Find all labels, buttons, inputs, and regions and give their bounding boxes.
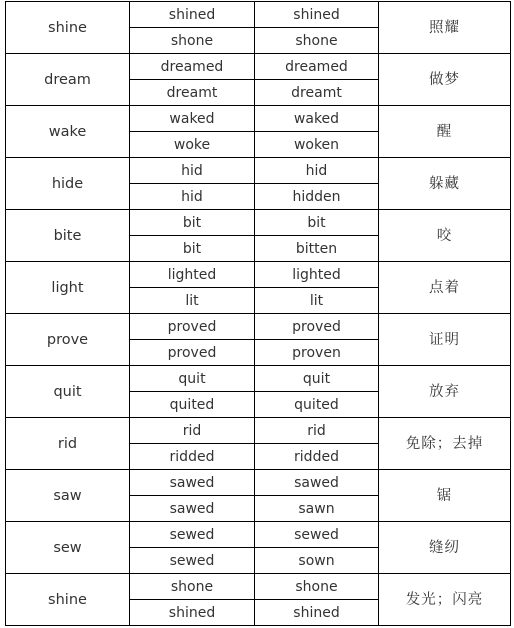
verb-meaning: 发光；闪亮 <box>379 574 511 626</box>
table-row <box>6 574 511 600</box>
verb-base-form: rid <box>6 418 130 470</box>
verb-past-tense: quit <box>130 366 255 392</box>
verb-past-tense: shone <box>130 574 255 600</box>
verb-past-participle: dreamed <box>255 54 379 80</box>
verb-past-tense: woke <box>130 132 255 158</box>
verb-past-tense: lit <box>130 288 255 314</box>
verb-past-participle: bit <box>255 210 379 236</box>
verb-past-participle: sown <box>255 548 379 574</box>
verb-meaning: 点着 <box>379 262 511 314</box>
verb-meaning: 做梦 <box>379 54 511 106</box>
verb-meaning: 咬 <box>379 210 511 262</box>
verb-meaning: 缝纫 <box>379 522 511 574</box>
verb-past-participle: rid <box>255 418 379 444</box>
table-row <box>6 418 511 444</box>
verb-past-tense: shined <box>130 600 255 626</box>
verb-past-participle: dreamt <box>255 80 379 106</box>
verb-base-form: prove <box>6 314 130 366</box>
verb-past-participle: shined <box>255 600 379 626</box>
verb-past-tense: bit <box>130 210 255 236</box>
table-row <box>6 522 511 548</box>
verb-base-form: light <box>6 262 130 314</box>
verb-past-participle: lighted <box>255 262 379 288</box>
verb-meaning: 锯 <box>379 470 511 522</box>
table-row <box>6 366 511 392</box>
verb-past-participle: ridded <box>255 444 379 470</box>
table-row <box>6 2 511 28</box>
verb-past-tense: sewed <box>130 522 255 548</box>
verb-past-tense: hid <box>130 158 255 184</box>
verb-past-participle: sawed <box>255 470 379 496</box>
table-row <box>6 470 511 496</box>
verb-past-tense: shone <box>130 28 255 54</box>
verb-past-participle: proven <box>255 340 379 366</box>
verb-past-participle: woken <box>255 132 379 158</box>
verb-meaning: 照耀 <box>379 2 511 54</box>
verb-past-participle: shone <box>255 28 379 54</box>
verb-base-form: dream <box>6 54 130 106</box>
table-row <box>6 314 511 340</box>
verb-base-form: shine <box>6 2 130 54</box>
verb-past-tense: dreamt <box>130 80 255 106</box>
verb-past-tense: sawed <box>130 470 255 496</box>
verb-past-tense: sawed <box>130 496 255 522</box>
verb-past-tense: hid <box>130 184 255 210</box>
verb-past-tense: ridded <box>130 444 255 470</box>
table-row <box>6 210 511 236</box>
verb-base-form: bite <box>6 210 130 262</box>
verb-meaning: 免除；去掉 <box>379 418 511 470</box>
verb-meaning: 醒 <box>379 106 511 158</box>
verb-past-participle: hid <box>255 158 379 184</box>
verb-past-participle: sawn <box>255 496 379 522</box>
verb-meaning: 放弃 <box>379 366 511 418</box>
verb-past-participle: shone <box>255 574 379 600</box>
verb-past-tense: lighted <box>130 262 255 288</box>
verb-base-form: saw <box>6 470 130 522</box>
table-row <box>6 158 511 184</box>
verb-meaning: 证明 <box>379 314 511 366</box>
verb-base-form: shine <box>6 574 130 626</box>
verb-past-tense: rid <box>130 418 255 444</box>
verb-past-participle: hidden <box>255 184 379 210</box>
verb-base-form: sew <box>6 522 130 574</box>
table-row <box>6 106 511 132</box>
verb-base-form: quit <box>6 366 130 418</box>
verb-past-participle: quit <box>255 366 379 392</box>
verb-past-tense: bit <box>130 236 255 262</box>
verb-past-tense: proved <box>130 340 255 366</box>
table-row <box>6 54 511 80</box>
verb-past-participle: shined <box>255 2 379 28</box>
verb-past-participle: quited <box>255 392 379 418</box>
verb-past-tense: proved <box>130 314 255 340</box>
verb-past-participle: proved <box>255 314 379 340</box>
verb-base-form: wake <box>6 106 130 158</box>
verb-past-participle: lit <box>255 288 379 314</box>
verb-base-form: hide <box>6 158 130 210</box>
verb-past-tense: quited <box>130 392 255 418</box>
verb-meaning: 躲藏 <box>379 158 511 210</box>
irregular-verb-table <box>5 1 511 626</box>
verb-past-tense: dreamed <box>130 54 255 80</box>
verb-past-participle: sewed <box>255 522 379 548</box>
verb-past-tense: waked <box>130 106 255 132</box>
verb-past-tense: sewed <box>130 548 255 574</box>
verb-past-participle: waked <box>255 106 379 132</box>
verb-past-participle: bitten <box>255 236 379 262</box>
verb-past-tense: shined <box>130 2 255 28</box>
table-row <box>6 262 511 288</box>
verb-table-body <box>6 2 511 626</box>
